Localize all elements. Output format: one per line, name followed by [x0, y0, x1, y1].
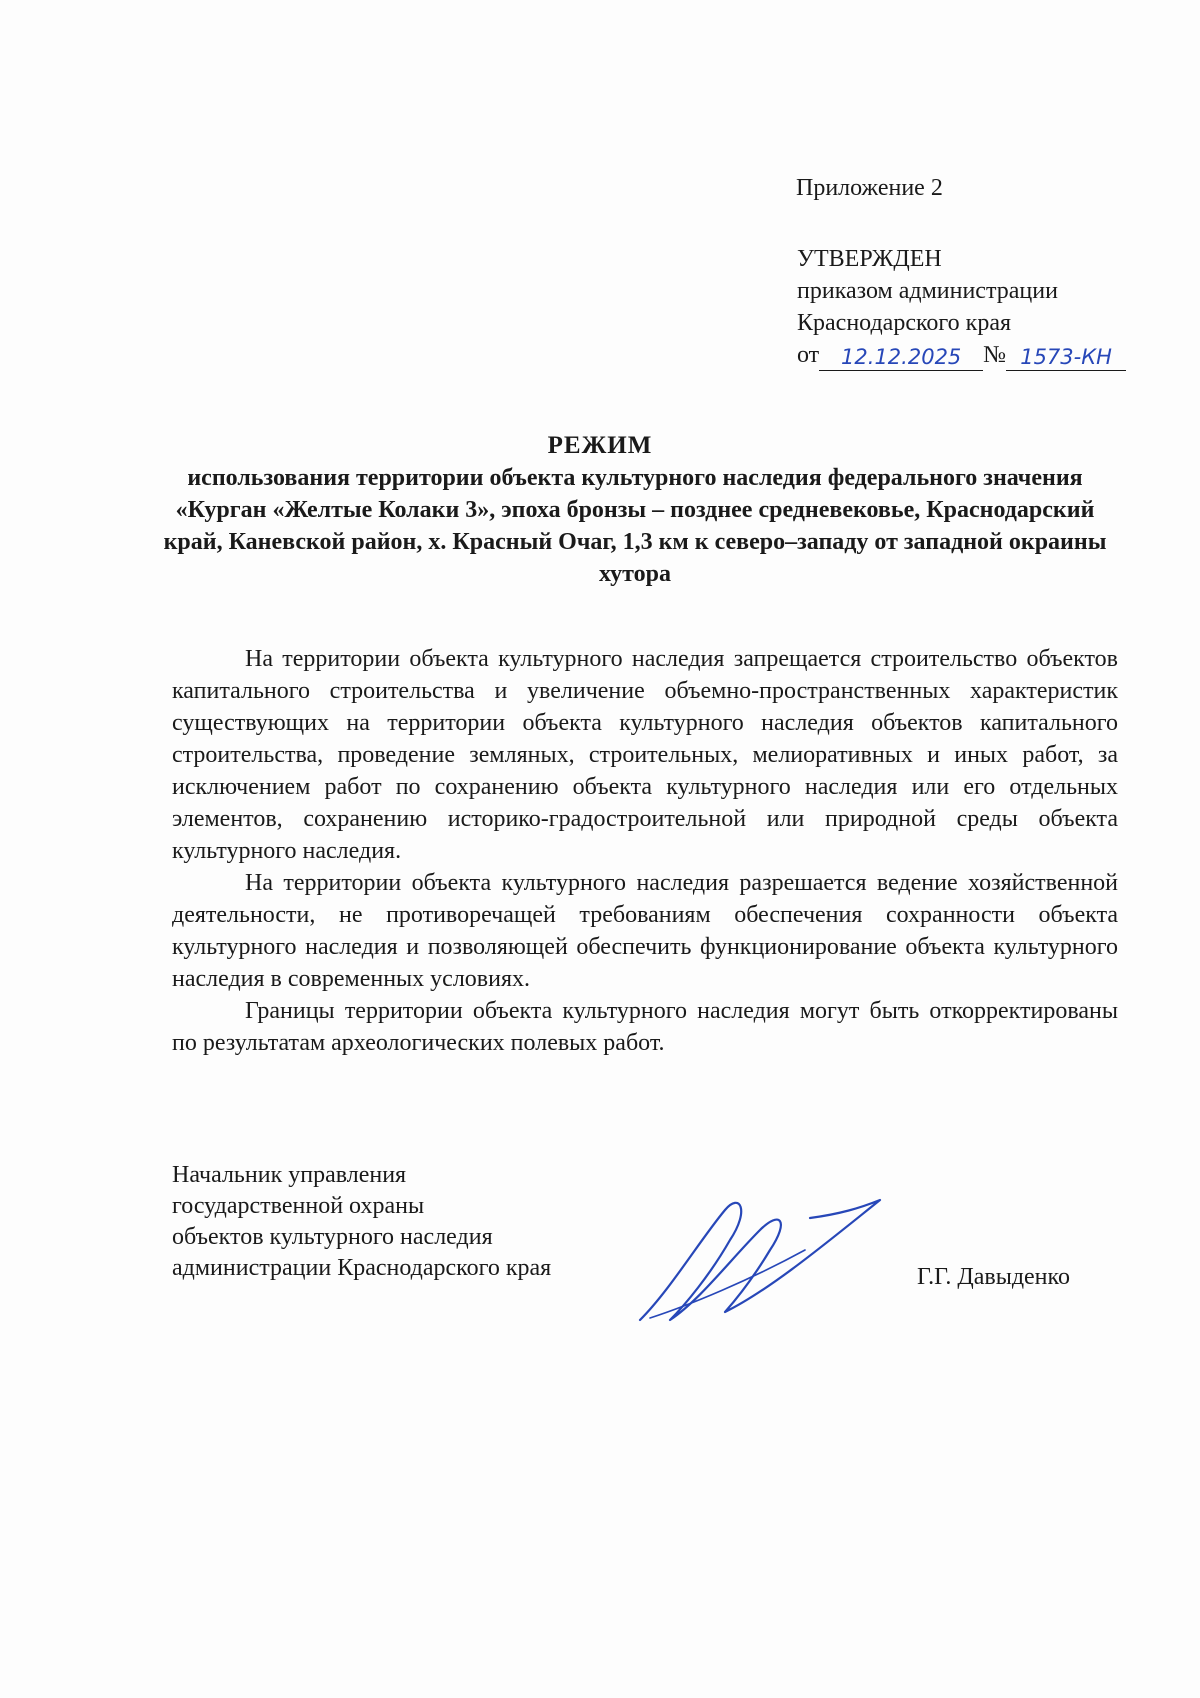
paragraph-prohibition: На территории объекта культурного наследия запрещается строительство объектов капитального строительства и увеличение объемно-пространственных характеристик существующих на территории объекта культурного наследия объектов капитального строительства, проведение земляных, строительных, мелиоративных и иных работ, за исключением работ по сохранению объекта культурного наследия или его отдельных элементов, сохранению историко-градостроительной или природной среды объекта культурного наследия.	[172, 646, 1118, 864]
signatory-position-line2: государственной охраны	[172, 1193, 425, 1219]
handwritten-number: 1573-КН	[1006, 344, 1126, 371]
document-subtitle: использования территории объекта культурного наследия федерального значения «Курган «Желтые Колаки 3», эпоха бронзы – позднее средневековье, Краснодарский край, Каневской район, х. Красный Очаг, 1,3 км к северо–западу от западной окраины хутора	[163, 465, 1107, 587]
approved-label: УТВЕРЖДЕН	[797, 246, 942, 272]
appendix-label: Приложение 2	[796, 175, 943, 201]
approved-by-line2: Краснодарского края	[797, 310, 1012, 336]
signatory-name: Г.Г. Давыденко	[917, 1264, 1070, 1290]
approval-block	[797, 243, 1126, 371]
handwritten-date: 12.12.2025	[819, 344, 983, 371]
paragraph-boundaries: Границы территории объекта культурного наследия могут быть откорректированы по результатам археологических полевых работ.	[172, 998, 1118, 1056]
paragraph-permission: На территории объекта культурного наследия разрешается ведение хозяйственной деятельности, не противоречащей требованиям обеспечения сохранности объекта культурного наследия и позволяющей обеспечить функционирование объекта культурного наследия в современных условиях.	[172, 870, 1118, 992]
handwritten-signature	[630, 1180, 890, 1330]
date-prefix: от	[797, 342, 820, 368]
signatory-position-line4: администрации Краснодарского края	[172, 1255, 552, 1281]
number-prefix: №	[983, 342, 1007, 368]
document-body	[172, 643, 1118, 1059]
document-title: РЕЖИМ	[547, 432, 653, 459]
signatory-position-line1: Начальник управления	[172, 1162, 407, 1188]
approved-by-line1: приказом администрации	[797, 278, 1058, 304]
signatory-position-line3: объектов культурного наследия	[172, 1224, 493, 1250]
signatory-position	[172, 1160, 551, 1284]
approval-date-number-line	[797, 339, 1126, 371]
